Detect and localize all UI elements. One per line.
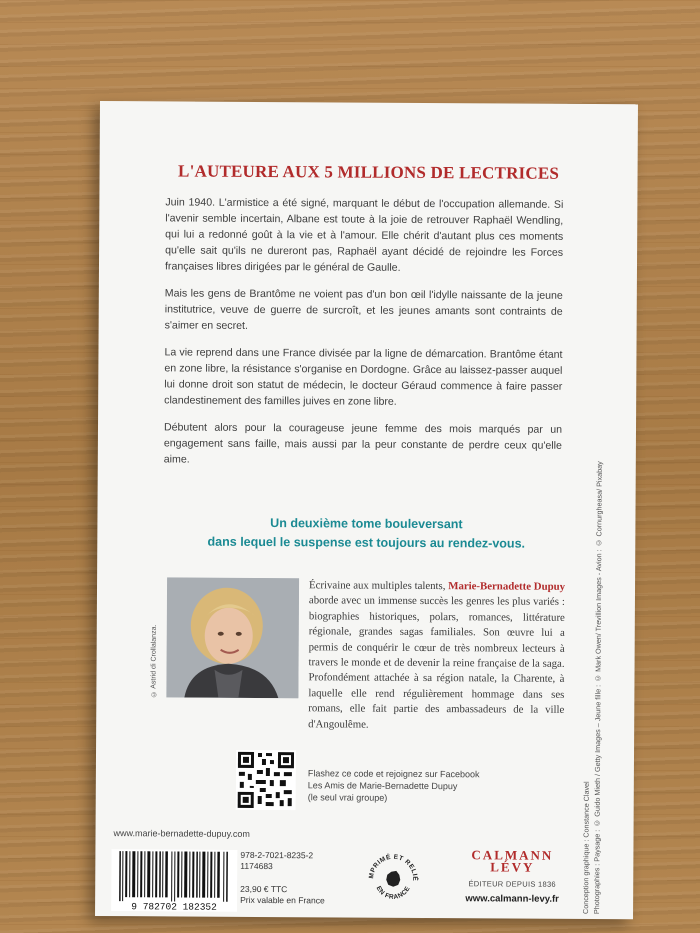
bio-author-name: Marie-Bernadette Dupuy (448, 580, 566, 593)
qr-caption-line: (le seul vrai groupe) (307, 792, 388, 803)
isbn-number: 978-2-7021-8235-2 (240, 849, 314, 861)
synopsis-paragraph: Débutent alors pour la courageuse jeune femme des mois marqués par un engagement sans faille, mais aussi par la peur constante de perdre ceux qu'elle aime. (163, 421, 563, 466)
publisher-website[interactable]: www.calmann-levy.fr (465, 893, 559, 905)
publisher-since: ÉDITEUR DEPUIS 1836 (468, 879, 556, 889)
photo-credit: © Astrid di Crollalanza. (150, 624, 158, 698)
qr-caption-line: Les Amis de Marie-Bernadette Dupuy (307, 780, 458, 792)
synopsis (164, 194, 564, 480)
publisher-logo (457, 849, 567, 905)
svg-text:EN FRANCE (375, 885, 412, 901)
highlight-quote (97, 513, 635, 554)
qr-caption (308, 767, 480, 804)
seal-top-text: IMPRIMÉ ET RELIÉ (368, 853, 419, 882)
qr-code[interactable] (236, 750, 296, 810)
author-portrait-icon (166, 577, 299, 698)
price-note: Prix valable en France (240, 894, 325, 906)
synopsis-paragraph: Juin 1940. L'armistice a été signé, marquant le début de l'occupation allemande. Si l'avenir semble incertain, Albane est toute à la joie de retrouver Raphaël Wendling, qui lui a redonné goût à la vie et à l'amour. Elle chérit d'autant plus ces moments qu'elle sait qu'ils ne dureront pas, Raphaël ayant décidé de rejoindre les Forces françaises libres dirigées par le général de Gaulle. (164, 196, 564, 274)
barcode-digits: 9 782702 182352 (131, 901, 217, 912)
synopsis-paragraph: Mais les gens de Brantôme ne voient pas d'un bon œil l'idylle naissante de la jeune institutrice, veuve de guerre de surcroît, et les jeunes amants sont contraints de s'aimer en secret. (164, 287, 563, 332)
bio-intro: Écrivaine aux multiples talents, (309, 579, 449, 593)
publisher-name-line1: CALMANN (471, 847, 554, 863)
isbn-code: 1174683 (240, 860, 273, 872)
author-website[interactable]: www.marie-bernadette-dupuy.com (113, 828, 250, 839)
tagline: L'AUTEURE AUX 5 MILLIONS DE LECTRICES (178, 161, 560, 183)
isbn-block (240, 850, 313, 872)
photo-credits: Photographies : Paysage : © Guido Mieth / Getty Images – Jeune fille : © Mark Owen/ Trevillion Images - Avion : © Cornurgheasa/ Pixabay (592, 461, 604, 915)
author-bio (308, 578, 565, 734)
printed-in-france-seal (365, 851, 421, 907)
seal-bottom-text: EN FRANCE (374, 885, 412, 901)
highlight-line: Un deuxième tome bouleversant (270, 516, 463, 532)
barcode-icon (111, 849, 237, 912)
qr-caption-line: Flashez ce code et rejoignez sur Facebook (307, 768, 480, 780)
bio-text: aborde avec un immense succès les genres les plus variés : biographies historiques, polars, romances, littérature régionale, grandes sagas familiales. Son œuvre lui a permis de conquérir le cœur de très nombreux lecteurs à travers le monde et de devenir la reine française de la saga. Profondément attachée à sa région natale, la Charente, à laquelle elle rend régulièrement hommage dans ses romans, elle fait partie des ambassadeurs de la ville d'Angoulême. (308, 594, 565, 731)
qr-code-icon (236, 750, 296, 810)
image-credits (580, 404, 609, 914)
design-credit: Conception graphique : Constance Clavel (581, 781, 591, 915)
book-back-cover (95, 101, 638, 919)
france-map-seal-icon (365, 851, 421, 907)
price: 23,90 € TTC (240, 883, 288, 895)
price-block (240, 884, 325, 907)
author-photo (166, 577, 299, 698)
highlight-line: dans lequel le suspense est toujours au rendez-vous. (207, 534, 526, 551)
synopsis-paragraph: La vie reprend dans une France divisée par la ligne de démarcation. Brantôme étant en zone libre, la résistance s'organise en Dordogne. Grâce au laissez-passer auquel lui donne droit son statut de médecin, le docteur Géraud commence à faire passer clandestinement des familles juives en zone libre. (164, 346, 563, 408)
publisher-name-line2: LÉVY (490, 859, 535, 875)
barcode (111, 849, 237, 912)
